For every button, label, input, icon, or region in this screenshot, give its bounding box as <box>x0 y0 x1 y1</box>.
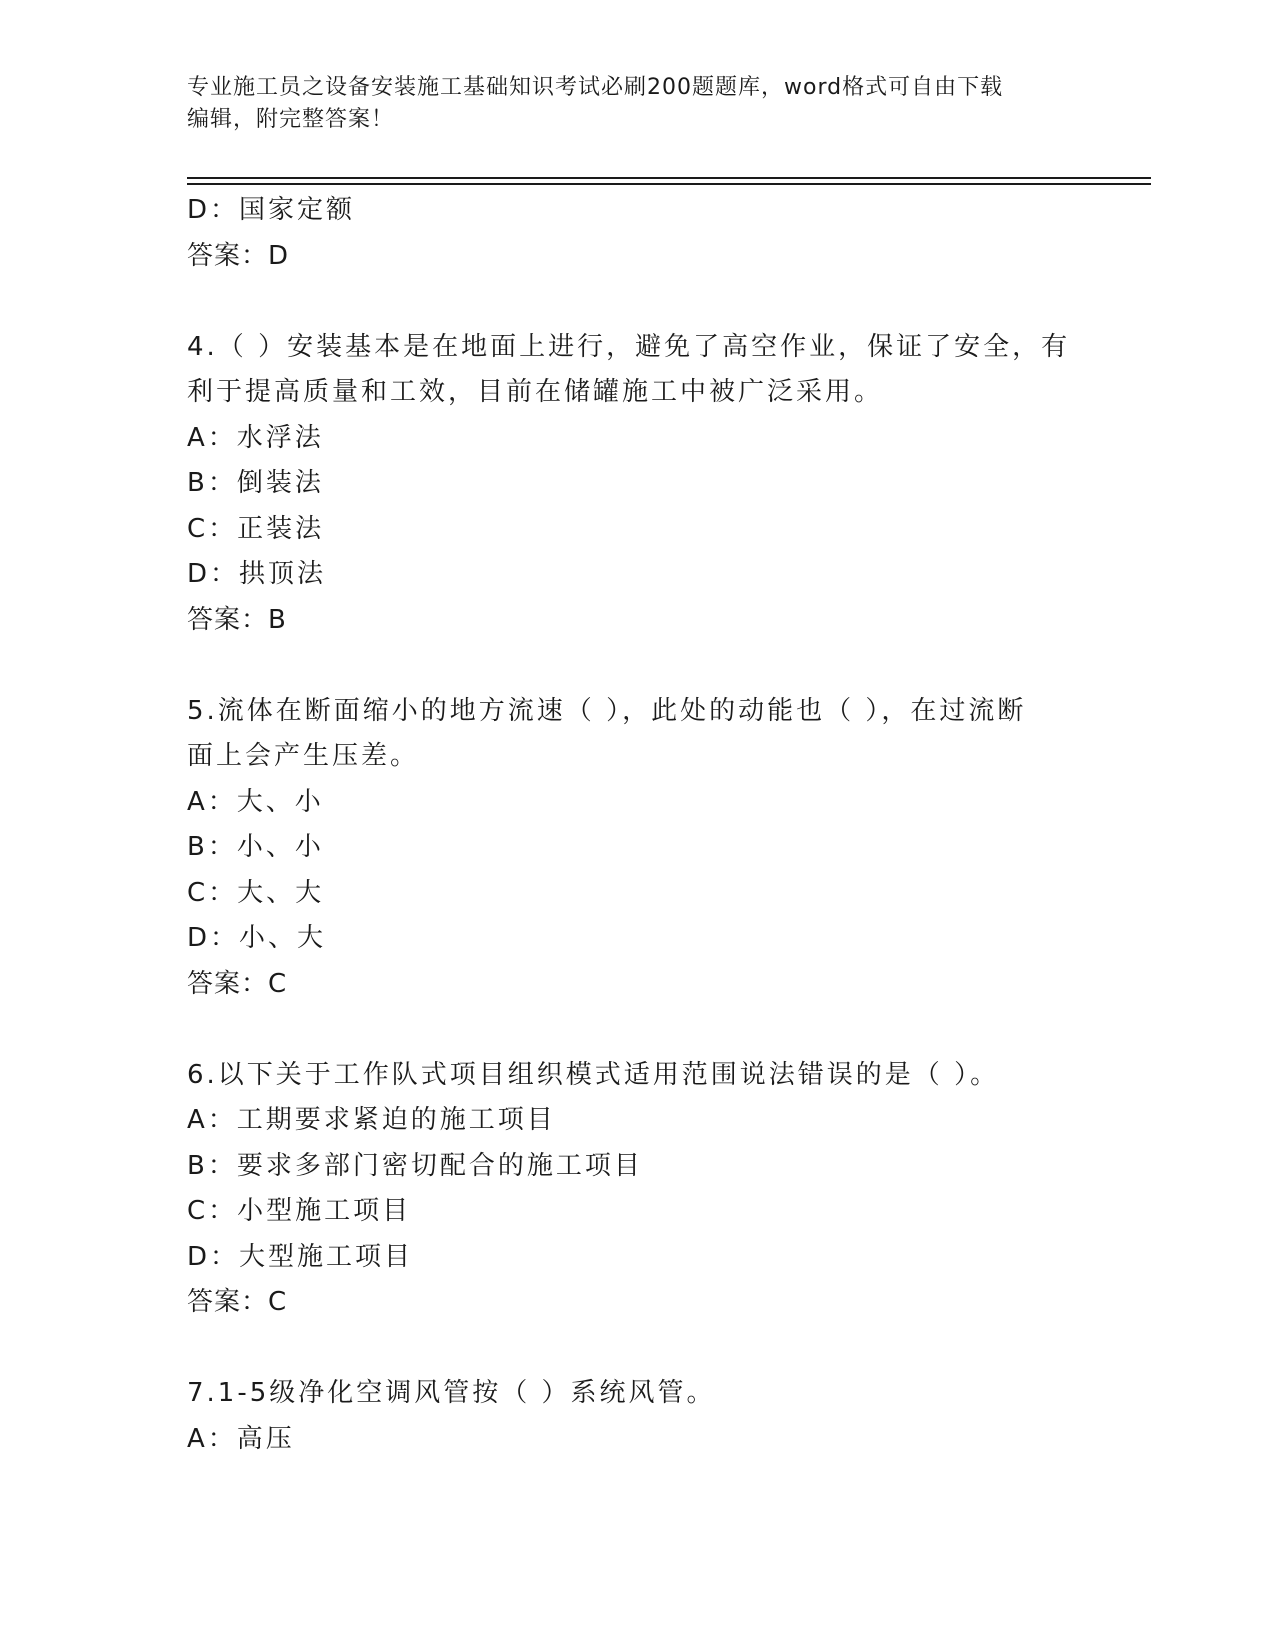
option-c: C：正装法 <box>187 513 325 544</box>
option-b: B：小、小 <box>187 832 324 862</box>
question-5 <box>187 689 1087 1008</box>
option-c: C：大、大 <box>187 877 325 908</box>
option-a: A：高压 <box>187 1423 295 1454</box>
question-6 <box>187 1053 1087 1326</box>
spacer <box>187 1007 1087 1053</box>
option-d: D：大型施工项目 <box>187 1241 414 1272</box>
header-divider-bottom <box>187 183 1151 185</box>
option-a: A：水浮法 <box>187 422 324 453</box>
question-4 <box>187 325 1087 644</box>
spacer <box>187 1326 1087 1372</box>
spacer <box>187 279 1087 325</box>
question-stem-line: 7.1-5级净化空调风管按（ ）系统风管。 <box>187 1378 716 1408</box>
option-d: D：小、大 <box>187 923 327 953</box>
question-stem-line: 4.（ ）安装基本是在地面上进行，避免了高空作业，保证了安全，有 <box>187 331 1071 362</box>
question-stem-line: 利于提高质量和工效，目前在储罐施工中被广泛采用。 <box>187 377 884 407</box>
question-stem-line: 5.流体在断面缩小的地方流速（ ），此处的动能也（ ），在过流断 <box>187 695 1027 726</box>
header-title-line-2: 编辑，附完整答案！ <box>187 107 395 132</box>
option-d: D：国家定额 <box>187 195 356 225</box>
answer-line: 答案：C <box>187 968 288 999</box>
option-a: A：大、小 <box>187 786 324 817</box>
question-stem-line: 6.以下关于工作队式项目组织模式适用范围说法错误的是（ ）。 <box>187 1059 1000 1090</box>
question-stem-line: 面上会产生压差。 <box>187 741 420 771</box>
option-d: D：拱顶法 <box>187 559 327 589</box>
question-list <box>187 188 1087 1462</box>
header-title-line-1: 专业施工员之设备安装施工基础知识考试必刷200题题库，word格式可自由下载 <box>187 75 1004 100</box>
option-a: A：工期要求紧迫的施工项目 <box>187 1105 556 1135</box>
question-7 <box>187 1371 1087 1462</box>
answer-line: 答案：B <box>187 604 287 635</box>
answer-line: 答案：D <box>187 240 290 271</box>
spacer <box>187 643 1087 689</box>
answer-line: 答案：C <box>187 1287 288 1317</box>
option-b: B：倒装法 <box>187 468 324 498</box>
header-divider-top <box>187 177 1151 179</box>
option-c: C：小型施工项目 <box>187 1196 412 1226</box>
document-header <box>187 72 1087 136</box>
option-b: B：要求多部门密切配合的施工项目 <box>187 1150 643 1181</box>
